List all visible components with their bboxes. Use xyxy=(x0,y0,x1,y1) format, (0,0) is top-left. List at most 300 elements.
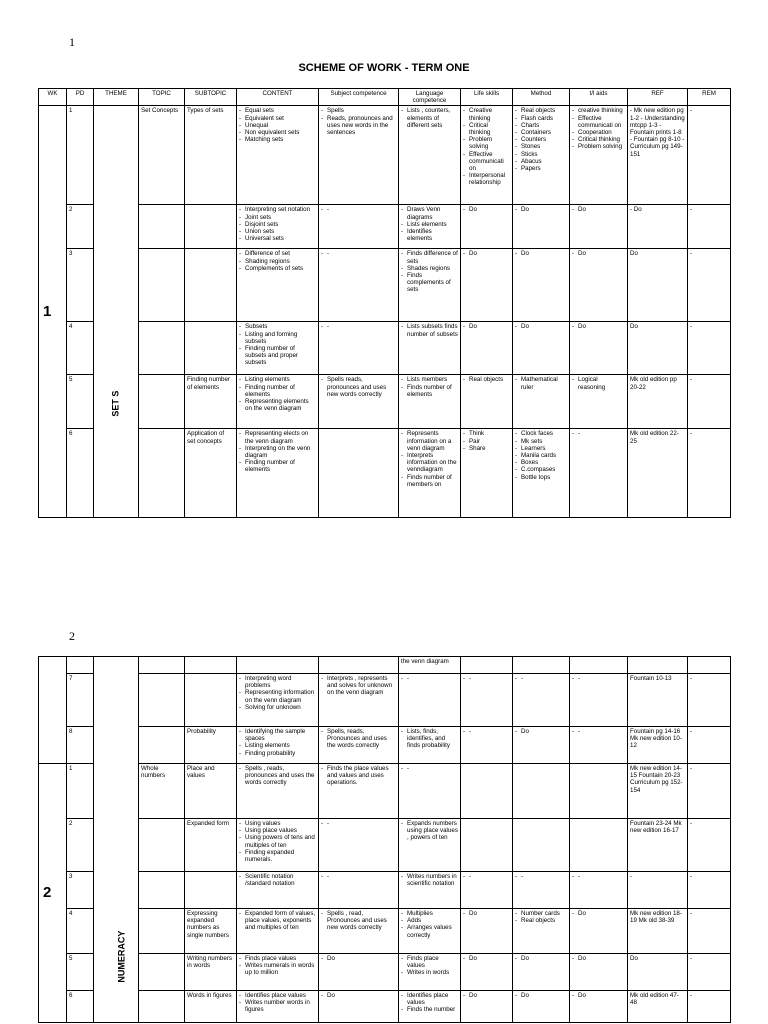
topic-cell xyxy=(139,657,185,674)
period-cell xyxy=(67,375,94,429)
teaching-aids-list xyxy=(572,250,625,257)
scheme-table-term-one-page-2 xyxy=(38,656,731,1023)
table-header-row xyxy=(39,89,731,106)
column-header: Language competence xyxy=(399,89,461,106)
method-item: - Manila cards xyxy=(515,452,567,459)
subject-competence-cell xyxy=(319,872,399,909)
content-item: - Shading regions xyxy=(239,258,316,265)
life-skills-item: - - xyxy=(463,675,510,682)
teaching-aids-item: - Do xyxy=(572,910,625,917)
topic-cell xyxy=(139,872,185,909)
remarks-text: - xyxy=(690,910,693,917)
method-item: - Flash cards xyxy=(515,115,567,122)
subject-competence-cell xyxy=(319,249,399,322)
content-item: - Identifying the sample spaces xyxy=(239,728,316,742)
method-item: - Papers xyxy=(515,165,567,172)
content-list xyxy=(239,323,316,366)
subject-competence-item: - - xyxy=(321,250,396,257)
scheme-table-term-one-page-1 xyxy=(38,88,731,518)
period-number: 1 xyxy=(69,765,73,772)
teaching-aids-item: - Do xyxy=(572,992,625,999)
language-competence-list xyxy=(401,765,458,772)
teaching-aids-item: - Cooperation xyxy=(572,129,625,136)
language-competence-item: - Multiplies xyxy=(401,910,458,917)
life-skills-item: - Think xyxy=(463,430,510,437)
subtopic-cell xyxy=(185,249,237,322)
content-list xyxy=(239,765,316,787)
subject-competence-item: - Do xyxy=(321,955,396,962)
language-competence-list xyxy=(401,206,458,242)
reference-text: Fountain pg 14-16 Mk new edition 10-12 xyxy=(630,728,682,750)
subject-competence-cell xyxy=(319,205,399,249)
language-competence-item: - - xyxy=(401,675,458,682)
topic-cell xyxy=(139,991,185,1023)
subtopic-text: Words in figures xyxy=(187,992,232,999)
language-competence-cell xyxy=(399,819,461,872)
period-number: 7 xyxy=(69,675,73,682)
subject-competence-list xyxy=(321,992,396,999)
content-list xyxy=(239,206,316,242)
life-skills-cell xyxy=(461,991,513,1023)
period-number: 2 xyxy=(69,820,73,827)
life-skills-item: - Do xyxy=(463,910,510,917)
teaching-aids-cell xyxy=(570,991,628,1023)
topic-text: Whole numbers xyxy=(141,765,166,780)
content-cell xyxy=(237,375,319,429)
table-row xyxy=(39,909,731,954)
subject-competence-cell xyxy=(319,106,399,205)
period-cell xyxy=(67,872,94,909)
subtopic-cell xyxy=(185,909,237,954)
language-competence-item: - Lists members xyxy=(401,376,458,383)
method-item: - Counters xyxy=(515,136,567,143)
remarks-text: - xyxy=(690,873,693,880)
reference-text: Mk new edition 18-19 Mk old 38-39 xyxy=(630,910,682,925)
method-item: - Do xyxy=(515,728,567,735)
method-cell xyxy=(513,429,570,518)
table-row xyxy=(39,322,731,375)
subject-competence-cell xyxy=(319,991,399,1023)
content-item: - Matching sets xyxy=(239,136,316,143)
subtopic-text: Finding number of elements xyxy=(187,376,230,391)
language-competence-item: - Identifies elements xyxy=(401,228,458,242)
subtopic-cell xyxy=(185,429,237,518)
teaching-aids-list xyxy=(572,728,625,735)
language-competence-list xyxy=(401,955,458,977)
table-row xyxy=(39,429,731,518)
reference-cell xyxy=(628,249,688,322)
method-item: - Boxes xyxy=(515,459,567,466)
remarks-cell xyxy=(688,764,731,819)
table-row xyxy=(39,872,731,909)
language-competence-cell xyxy=(399,429,461,518)
language-competence-item: - Finds number of elements xyxy=(401,384,458,398)
method-item: - Do xyxy=(515,250,567,257)
reference-text: Mk old edition 47-48 xyxy=(630,992,679,1007)
language-competence-item: - Finds difference of sets xyxy=(401,250,458,264)
table-row xyxy=(39,764,731,819)
column-header: CONTENT xyxy=(237,89,319,106)
teaching-aids-item: - Effective communicati on xyxy=(572,115,625,129)
subject-competence-list xyxy=(321,820,396,827)
teaching-aids-list xyxy=(572,107,625,150)
week-cell xyxy=(39,764,67,1023)
method-cell xyxy=(513,764,570,819)
language-competence-cell xyxy=(399,249,461,322)
content-item: - Joint sets xyxy=(239,214,316,221)
teaching-aids-cell xyxy=(570,954,628,991)
period-cell xyxy=(67,429,94,518)
teaching-aids-item: - Critical thinking xyxy=(572,136,625,143)
method-item: - - xyxy=(515,873,567,880)
language-competence-item: - Represents information on a venn diagram xyxy=(401,430,458,452)
teaching-aids-cell xyxy=(570,322,628,375)
reference-cell xyxy=(628,674,688,727)
subject-competence-item: - - xyxy=(321,206,396,213)
content-item: - Finding number of elements xyxy=(239,459,316,473)
method-item: - Bottle tops xyxy=(515,474,567,481)
table-row xyxy=(39,375,731,429)
language-competence-cell xyxy=(399,872,461,909)
language-competence-list xyxy=(401,820,458,842)
content-item: - Difference of set xyxy=(239,250,316,257)
life-skills-cell xyxy=(461,954,513,991)
content-item: - Scientific notation /standard notation xyxy=(239,873,316,887)
method-cell xyxy=(513,954,570,991)
reference-cell xyxy=(628,657,688,674)
content-list xyxy=(239,820,316,863)
life-skills-item: - Do xyxy=(463,206,510,213)
content-item: - Spells , reads, pronounces and uses the words correctly xyxy=(239,765,316,787)
period-number: 4 xyxy=(69,910,73,917)
subtopic-cell xyxy=(185,872,237,909)
content-item: - Interpreting word problems xyxy=(239,675,316,689)
language-competence-cell xyxy=(399,954,461,991)
column-header: t/l aids xyxy=(570,89,628,106)
reference-text: Fountain 23-24 Mk new edition 16-17 xyxy=(630,820,682,835)
language-competence-list xyxy=(401,675,458,682)
subject-competence-cell xyxy=(319,954,399,991)
method-list xyxy=(515,206,567,213)
method-cell xyxy=(513,657,570,674)
method-list xyxy=(515,430,567,480)
language-competence-cell xyxy=(399,991,461,1023)
teaching-aids-item: - - xyxy=(572,675,625,682)
subtopic-text: Expanded form xyxy=(187,820,229,827)
topic-cell xyxy=(139,909,185,954)
subject-competence-item: - Spells, reads, Pronounces and uses the words correctly xyxy=(321,728,396,750)
method-item: - Containers xyxy=(515,129,567,136)
content-item: - Identifies place values xyxy=(239,992,316,999)
life-skills-item: - Effective communicati on xyxy=(463,151,510,173)
content-cell xyxy=(237,106,319,205)
language-competence-item: - Interprets information on the venndiagram xyxy=(401,452,458,474)
content-item: - Interpreting on the venn diagram xyxy=(239,445,316,459)
subject-competence-cell xyxy=(319,375,399,429)
language-competence-item: - Writes numbers in scientific notation xyxy=(401,873,458,887)
language-competence-item: - Arranges values correctly xyxy=(401,924,458,938)
content-item: - Equivalent set xyxy=(239,115,316,122)
topic-cell xyxy=(139,322,185,375)
content-list xyxy=(239,675,316,711)
content-cell xyxy=(237,249,319,322)
reference-cell xyxy=(628,429,688,518)
language-competence-item: - Shades regions xyxy=(401,265,458,272)
table-row xyxy=(39,991,731,1023)
life-skills-list xyxy=(463,107,510,186)
method-item: - Do xyxy=(515,955,567,962)
content-item: - Representing information on the venn diagram xyxy=(239,689,316,703)
method-item: - Mk sets xyxy=(515,438,567,445)
subject-competence-item: - - xyxy=(321,820,396,827)
content-cell xyxy=(237,909,319,954)
method-item: - Mathematical ruler xyxy=(515,376,567,390)
period-cell xyxy=(67,954,94,991)
remarks-cell xyxy=(688,106,731,205)
teaching-aids-cell xyxy=(570,727,628,764)
content-list xyxy=(239,376,316,412)
period-number: 6 xyxy=(69,430,73,438)
subject-competence-item: - Spells reads, pronounces and uses new words correctly xyxy=(321,376,396,398)
remarks-cell xyxy=(688,375,731,429)
remarks-text: - xyxy=(690,955,693,962)
theme-label: NUMERACY xyxy=(116,930,127,983)
subtopic-text: Place and values xyxy=(187,765,215,780)
language-competence-list xyxy=(401,323,458,337)
method-list xyxy=(515,728,567,735)
teaching-aids-cell xyxy=(570,819,628,872)
language-competence-list xyxy=(401,430,458,488)
subtopic-text: Application of set concepts xyxy=(187,430,225,445)
life-skills-cell xyxy=(461,429,513,518)
teaching-aids-item: - Do xyxy=(572,323,625,330)
method-cell xyxy=(513,872,570,909)
content-cell xyxy=(237,819,319,872)
period-number: 3 xyxy=(69,250,73,258)
content-list xyxy=(239,728,316,757)
teaching-aids-list xyxy=(572,910,625,917)
content-cell xyxy=(237,954,319,991)
language-competence-list xyxy=(401,873,458,887)
method-cell xyxy=(513,106,570,205)
period-cell xyxy=(67,106,94,205)
week-cell xyxy=(39,657,67,764)
content-list xyxy=(239,955,316,977)
table-row xyxy=(39,106,731,205)
content-item: - Expanded form of values, place values, exponents and multiples of ten xyxy=(239,910,316,932)
language-competence-list xyxy=(401,107,458,129)
subject-competence-item: - Spells , read, Pronounces and uses new words correctly xyxy=(321,910,396,932)
content-item: - Universal sets xyxy=(239,235,316,242)
life-skills-list xyxy=(463,323,510,330)
topic-cell xyxy=(139,205,185,249)
week-cell xyxy=(39,106,67,518)
reference-text: Do xyxy=(630,955,638,962)
language-competence-item: - Lists, finds, identifies, and finds probability xyxy=(401,728,458,750)
method-list xyxy=(515,323,567,330)
method-item: - Charts xyxy=(515,122,567,129)
life-skills-list xyxy=(463,728,510,735)
table-row xyxy=(39,819,731,872)
remarks-cell xyxy=(688,322,731,375)
remarks-text: - xyxy=(690,107,693,115)
content-list xyxy=(239,910,316,932)
life-skills-list xyxy=(463,873,510,880)
table-row xyxy=(39,674,731,727)
life-skills-cell xyxy=(461,375,513,429)
topic-cell xyxy=(139,727,185,764)
content-cell xyxy=(237,322,319,375)
life-skills-list xyxy=(463,955,510,962)
content-item: - Finding number of subsets and proper subsets xyxy=(239,345,316,367)
period-cell xyxy=(67,909,94,954)
period-cell xyxy=(67,764,94,819)
page-number: 2 xyxy=(69,629,75,643)
teaching-aids-list xyxy=(572,955,625,962)
life-skills-list xyxy=(463,992,510,999)
content-item: - Disjoint sets xyxy=(239,221,316,228)
content-cell xyxy=(237,429,319,518)
language-competence-cell xyxy=(399,727,461,764)
subtopic-cell xyxy=(185,727,237,764)
teaching-aids-item: - Do xyxy=(572,250,625,257)
remarks-cell xyxy=(688,429,731,518)
subject-competence-list xyxy=(321,250,396,257)
content-item: - Finds place values xyxy=(239,955,316,962)
language-competence-cell xyxy=(399,106,461,205)
language-competence-list xyxy=(401,910,458,939)
remarks-text: - xyxy=(690,376,693,384)
topic-cell xyxy=(139,429,185,518)
language-competence-item: - - xyxy=(401,765,458,772)
subject-competence-item: - Interprets , represents and solves for unknown on the venn diagram xyxy=(321,675,396,697)
period-number: 2 xyxy=(69,206,73,214)
column-header: Subject competence xyxy=(319,89,399,106)
column-header: SUBTOPIC xyxy=(185,89,237,106)
topic-cell xyxy=(139,954,185,991)
method-list xyxy=(515,250,567,257)
teaching-aids-cell xyxy=(570,657,628,674)
subject-competence-list xyxy=(321,107,396,136)
teaching-aids-cell xyxy=(570,375,628,429)
language-competence-cell xyxy=(399,764,461,819)
language-competence-list xyxy=(401,250,458,293)
reference-text: Mk old edition pp 20-22 xyxy=(630,376,677,391)
language-competence-cell xyxy=(399,657,461,674)
subtopic-cell xyxy=(185,819,237,872)
reference-text: Fountain 10-13 xyxy=(630,675,672,682)
period-cell xyxy=(67,727,94,764)
life-skills-list xyxy=(463,910,510,917)
life-skills-list xyxy=(463,430,510,452)
reference-cell xyxy=(628,375,688,429)
subtopic-text: Writing numbers in words xyxy=(187,955,232,970)
topic-cell xyxy=(139,249,185,322)
subject-competence-item: - Do xyxy=(321,992,396,999)
theme-cell xyxy=(94,657,139,1023)
teaching-aids-item: - Do xyxy=(572,955,625,962)
subject-competence-item: - - xyxy=(321,323,396,330)
language-competence-item: - Lists elements xyxy=(401,221,458,228)
language-competence-item: - Finds the number xyxy=(401,1006,458,1013)
life-skills-list xyxy=(463,206,510,213)
period-number: 3 xyxy=(69,873,73,880)
subtopic-text: Probability xyxy=(187,728,216,735)
content-list xyxy=(239,992,316,1014)
content-item: - Representing elements on the venn diagram xyxy=(239,398,316,412)
subject-competence-cell xyxy=(319,674,399,727)
content-item: - Finding probability xyxy=(239,750,316,757)
period-cell xyxy=(67,819,94,872)
method-cell xyxy=(513,727,570,764)
subtopic-cell xyxy=(185,106,237,205)
language-competence-item: - Writes in words xyxy=(401,969,458,976)
subject-competence-cell xyxy=(319,429,399,518)
life-skills-cell xyxy=(461,909,513,954)
reference-cell xyxy=(628,764,688,819)
period-cell xyxy=(67,657,94,674)
language-competence-item: - Adds xyxy=(401,917,458,924)
subject-competence-cell xyxy=(319,727,399,764)
period-number: 8 xyxy=(69,728,73,735)
language-competence-list xyxy=(401,992,458,1014)
content-item: - Using powers of tens and multiples of ten xyxy=(239,834,316,848)
method-cell xyxy=(513,205,570,249)
content-item: - Subsets xyxy=(239,323,316,330)
subject-competence-cell xyxy=(319,657,399,674)
life-skills-item: - - xyxy=(463,873,510,880)
life-skills-item: - Do xyxy=(463,323,510,330)
life-skills-list xyxy=(463,250,510,257)
method-item: - - xyxy=(515,675,567,682)
method-item: - Clock faces xyxy=(515,430,567,437)
theme-label: SET S xyxy=(110,390,121,417)
language-competence-cell xyxy=(399,375,461,429)
language-competence-item: - Finds number of members on xyxy=(401,474,458,488)
content-item: - Complements of sets xyxy=(239,265,316,272)
remarks-cell xyxy=(688,205,731,249)
language-competence-item: - Draws Venn diagrams xyxy=(401,206,458,220)
reference-cell xyxy=(628,954,688,991)
reference-cell xyxy=(628,872,688,909)
language-competence-item: - Finds place values xyxy=(401,955,458,969)
teaching-aids-cell xyxy=(570,205,628,249)
remarks-cell xyxy=(688,872,731,909)
subject-competence-list xyxy=(321,206,396,213)
teaching-aids-list xyxy=(572,376,625,390)
reference-cell xyxy=(628,909,688,954)
method-item: - Learners xyxy=(515,445,567,452)
theme-cell xyxy=(94,106,139,518)
topic-cell xyxy=(139,106,185,205)
content-item: - Interpreting set notation xyxy=(239,206,316,213)
reference-cell xyxy=(628,819,688,872)
period-number: 5 xyxy=(69,955,73,962)
method-item: - Real objects xyxy=(515,917,567,924)
teaching-aids-cell xyxy=(570,249,628,322)
content-cell xyxy=(237,674,319,727)
remarks-cell xyxy=(688,909,731,954)
life-skills-item: - Creative thinking xyxy=(463,107,510,121)
period-cell xyxy=(67,991,94,1023)
reference-cell xyxy=(628,727,688,764)
subtopic-text: Types of sets xyxy=(187,107,224,115)
reference-text: Do xyxy=(630,250,638,258)
life-skills-item: - - xyxy=(463,728,510,735)
method-item: - Sticks xyxy=(515,151,567,158)
language-competence-cell xyxy=(399,205,461,249)
content-item: - Writes numerals in words up to million xyxy=(239,962,316,976)
